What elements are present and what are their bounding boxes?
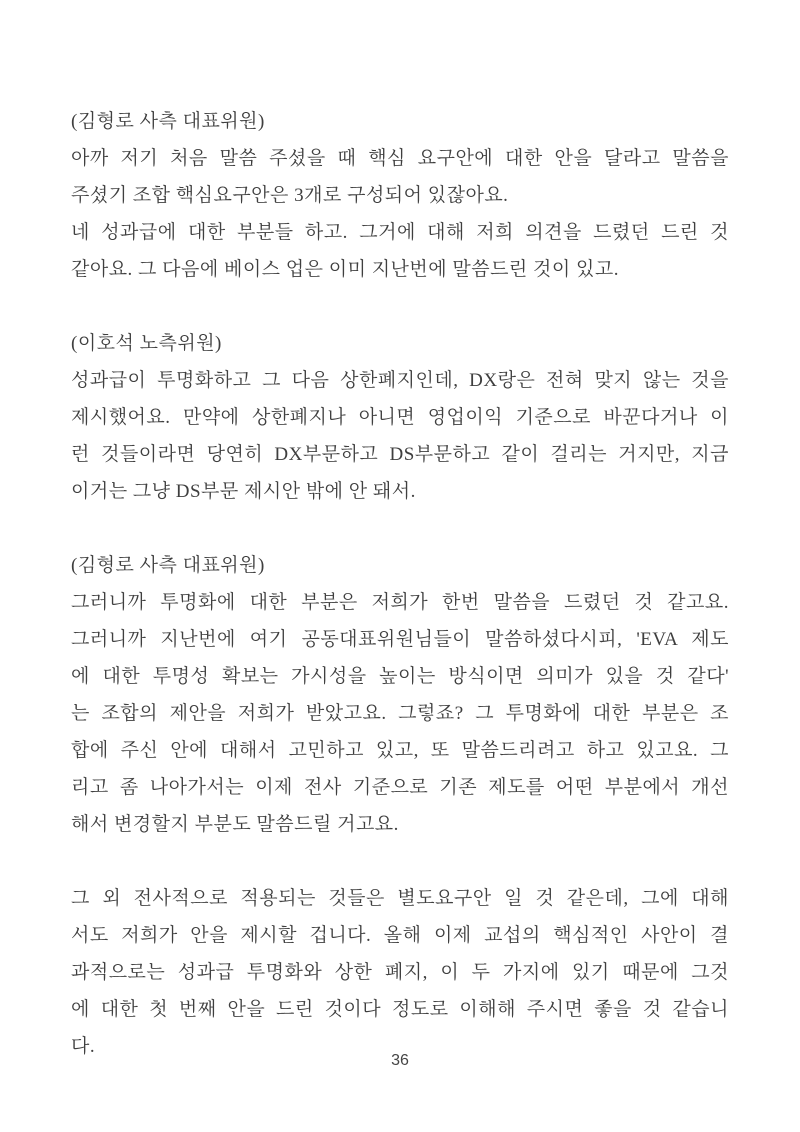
text-line: 서도 저희가 안을 제시할 겁니다. 올해 이제 교섭의 핵심적인 사안이 결: [71, 925, 729, 946]
blank-line: [71, 843, 729, 880]
text-line: 성과급이 투명화하고 그 다음 상한폐지인데, DX랑은 전혀 맞지 않는 것을: [71, 370, 729, 391]
speaker-heading: (김형로 사측 대표위원): [71, 111, 265, 132]
text-line: 에 대한 투명성 확보는 가시성을 높이는 방식이면 의미가 있을 것 같다': [71, 666, 729, 687]
text-line: 과적으로는 성과급 투명화와 상한 폐지, 이 두 가지에 있기 때문에 그것: [71, 962, 729, 983]
text-line: 해서 변경할지 부분도 말씀드릴 거고요.: [71, 814, 399, 835]
blank-line: [71, 288, 729, 325]
transcript-content: [71, 103, 729, 1065]
text-line: 제시했어요. 만약에 상한폐지나 아니면 영업이익 기준으로 바꾼다거나 이: [71, 407, 729, 428]
text-line: 네 성과급에 대한 부분들 하고. 그거에 대해 저희 의견을 드렸던 드린 것: [71, 222, 729, 243]
text-line: 이거는 그냥 DS부문 제시안 밖에 안 돼서.: [71, 481, 416, 502]
blank-line: [71, 510, 729, 547]
text-line: 에 대한 첫 번째 안을 드린 것이다 정도로 이해해 주시면 좋을 것 같습니: [71, 999, 729, 1020]
text-line: 같아요. 그 다음에 베이스 업은 이미 지난번에 말씀드린 것이 있고.: [71, 259, 619, 280]
text-line: 런 것들이라면 당연히 DX부문하고 DS부문하고 같이 걸리는 거지만, 지금: [71, 444, 729, 465]
text-line: 그러니까 투명화에 대한 부분은 저희가 한번 말씀을 드렸던 것 같고요.: [71, 592, 729, 613]
page-number: 36: [391, 1052, 409, 1069]
speaker-heading: (김형로 사측 대표위원): [71, 555, 265, 576]
text-line: 는 조합의 제안을 저희가 받았고요. 그렇죠? 그 투명화에 대한 부분은 조: [71, 703, 729, 724]
speaker-heading: (이호석 노측위원): [71, 333, 222, 354]
text-line: 합에 주신 안에 대해서 고민하고 있고, 또 말씀드리려고 하고 있고요. 그: [71, 740, 729, 761]
text-line: 다.: [71, 1036, 96, 1057]
text-line: 주셨기 조합 핵심요구안은 3개로 구성되어 있잖아요.: [71, 185, 509, 206]
text-line: 그 외 전사적으로 적용되는 것들은 별도요구안 일 것 같은데, 그에 대해: [71, 888, 729, 909]
text-line: 리고 좀 나아가서는 이제 전사 기준으로 기존 제도를 어떤 부분에서 개선: [71, 777, 729, 798]
text-line: 그러니까 지난번에 여기 공동대표위원님들이 말씀하셨다시피, 'EVA 제도: [71, 629, 729, 650]
text-line: 아까 저기 처음 말씀 주셨을 때 핵심 요구안에 대한 안을 달라고 말씀을: [71, 148, 729, 169]
